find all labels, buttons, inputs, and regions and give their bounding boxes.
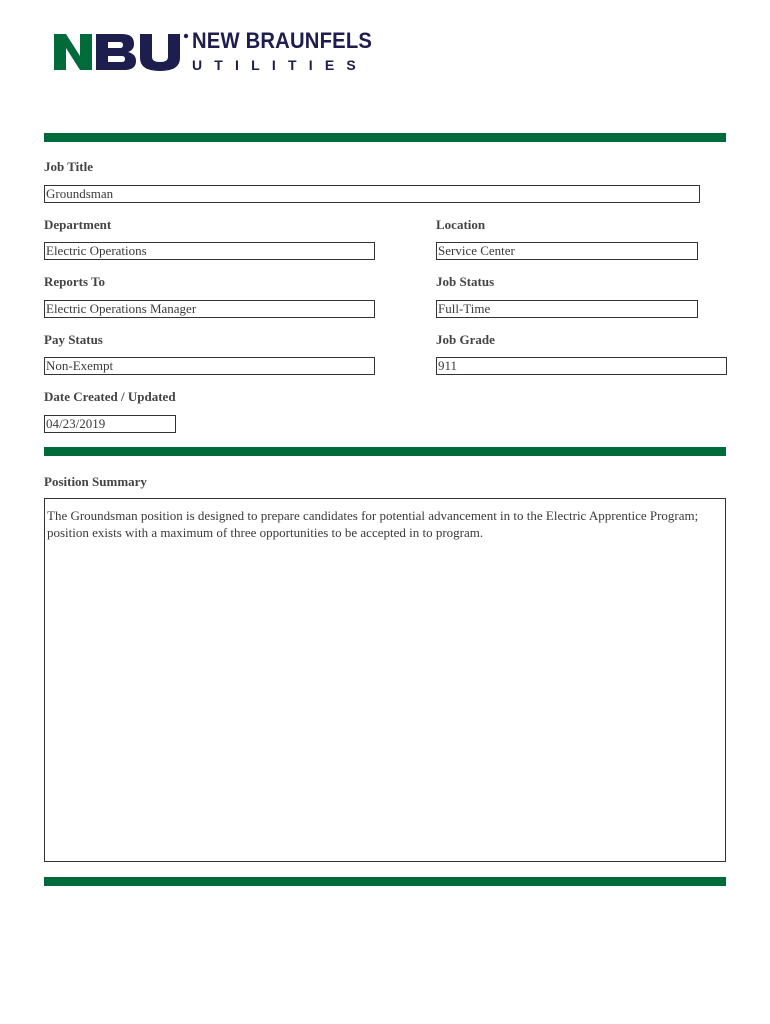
- department-field[interactable]: Electric Operations: [44, 242, 375, 260]
- job-title-label: Job Title: [44, 159, 94, 174]
- location-field[interactable]: Service Center: [436, 242, 698, 260]
- bottom-divider: [44, 877, 726, 886]
- reports-to-field[interactable]: Electric Operations Manager: [44, 300, 375, 318]
- date-updated-label: Date Created / Updated: [44, 389, 176, 404]
- job-title-field[interactable]: Groundsman: [44, 185, 700, 203]
- job-grade-label: Job Grade: [436, 332, 495, 347]
- pay-status-field[interactable]: Non-Exempt: [44, 357, 375, 375]
- job-status-field[interactable]: Full-Time: [436, 300, 698, 318]
- job-status-label: Job Status: [436, 274, 495, 289]
- position-summary-label: Position Summary: [44, 474, 147, 489]
- date-updated-field[interactable]: 04/23/2019: [44, 415, 176, 433]
- nbu-logo-mark: [52, 30, 192, 74]
- department-label: Department: [44, 217, 112, 232]
- pay-status-label: Pay Status: [44, 332, 103, 347]
- top-divider: [44, 133, 726, 142]
- location-label: Location: [436, 217, 486, 232]
- brand-name: [192, 30, 388, 73]
- position-summary-field[interactable]: The Groundsman position is designed to prepare candidates for potential advancement in to the Electric Apprentice Program; position exists with a maximum of three opportunities to be accepted in to program.: [44, 498, 726, 862]
- reports-to-label: Reports To: [44, 274, 106, 289]
- job-grade-field[interactable]: 911: [436, 357, 727, 375]
- brand-name-line2: UTILITIES: [192, 57, 368, 73]
- middle-divider: [44, 447, 726, 456]
- brand-name-line1: NEW BRAUNFELS: [192, 28, 373, 53]
